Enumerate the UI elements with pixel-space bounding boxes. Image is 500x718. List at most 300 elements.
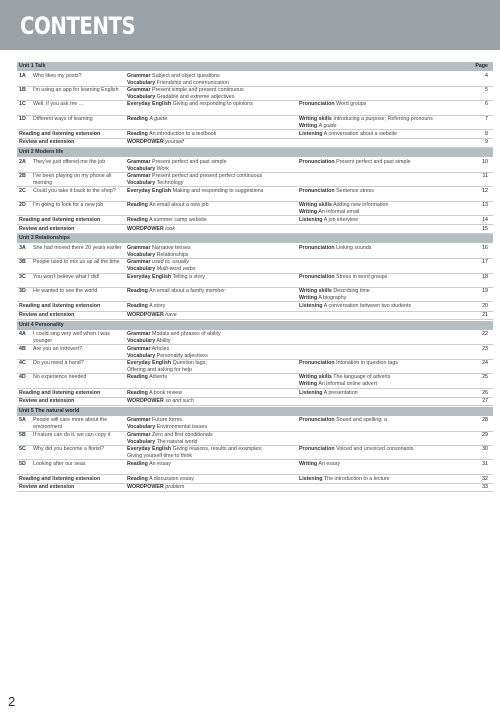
field-label: Vocabulary [127, 180, 156, 187]
extension-page: 15 [482, 225, 488, 232]
grammar-line [127, 202, 297, 209]
lesson-number: 4C [19, 360, 26, 366]
field-label: Grammar [127, 431, 151, 438]
field-label: Listening [299, 131, 323, 137]
lesson-number: 2A [19, 158, 26, 165]
lesson-page: 24 [482, 360, 488, 366]
extension-label: Reading and listening extension [19, 389, 101, 396]
lesson-page: 13 [482, 202, 488, 208]
extension-page: 32 [482, 475, 488, 482]
field-text: An informal online advert [318, 381, 377, 388]
skills-column [299, 188, 479, 195]
field-text: Articles [151, 345, 170, 352]
skills-line [299, 417, 479, 424]
field-text: Giving reasons, results and examples; [172, 446, 263, 453]
field-text: A book review [149, 389, 183, 396]
grammar-column [127, 288, 297, 295]
grammar-line [127, 188, 297, 195]
field-label: Reading [127, 475, 148, 482]
skills-line [299, 245, 479, 252]
field-label: Pronunciation [299, 158, 335, 165]
unit-header [17, 62, 493, 71]
field-text: Technology [156, 180, 184, 187]
extension-label: Review and extension [19, 225, 75, 232]
field-text: An email about a family member [149, 288, 226, 295]
field-text: Adding new information [333, 202, 389, 208]
lesson-number: 1D [19, 115, 26, 122]
field-label: Grammar [127, 259, 151, 266]
field-label: Everyday English [127, 187, 172, 194]
field-label: Writing [299, 381, 318, 388]
lesson-title: I've been playing on my phone all morning [33, 173, 112, 187]
grammar-line [127, 461, 297, 468]
extension-page: 33 [482, 484, 488, 491]
unit-title: Unit 1 Talk [19, 63, 46, 69]
field-text: A guide [318, 122, 337, 129]
field-label: Everyday English [127, 273, 172, 280]
extension-label: Review and extension [19, 139, 75, 146]
unit-title: Unit 5 The natural world [19, 407, 80, 414]
field-text: A conversation about a website [323, 131, 398, 137]
extension-listening-line [299, 390, 479, 397]
extension-page: 14 [482, 217, 488, 224]
field-text: The language of adverts [333, 374, 391, 381]
field-text: Linking sounds [336, 245, 372, 251]
extension-listening [299, 476, 479, 483]
lesson-number: 3B [19, 259, 26, 266]
extension-label: Reading and listening extension [19, 131, 101, 137]
grammar-line [127, 87, 297, 94]
field-text: so and such [165, 398, 194, 404]
skills-line [299, 461, 479, 468]
extension-page: 26 [482, 389, 488, 396]
lesson-title: Could you take it back to the shop? [33, 187, 116, 194]
lesson-page: 11 [482, 173, 488, 180]
extension-main-line [127, 139, 297, 146]
unit-header [17, 148, 493, 157]
lesson-page: 17 [482, 259, 488, 266]
field-text: look [165, 225, 175, 232]
field-text: Ability [156, 338, 171, 345]
lesson-number: 2D [19, 202, 26, 208]
grammar-column [127, 159, 297, 173]
grammar-column [127, 417, 297, 431]
grammar-line [127, 360, 297, 367]
skills-line [299, 159, 479, 166]
field-label: Everyday English [127, 360, 172, 366]
field-text: Intonation in question tags [336, 360, 398, 366]
field-text: An informal email [318, 209, 360, 215]
extension-main [127, 217, 297, 224]
grammar-line [127, 374, 297, 381]
contents-header [0, 0, 500, 50]
skills-column [299, 159, 479, 166]
extension-label: Reading and listening extension [19, 303, 101, 310]
grammar-line [127, 101, 297, 108]
extension-label: Reading and listening extension [19, 475, 101, 482]
grammar-line [127, 446, 297, 453]
field-label: Listening [299, 389, 323, 396]
field-label: Pronunciation [299, 417, 335, 424]
field-text: Adverts [149, 374, 168, 381]
skills-column [299, 360, 479, 367]
extension-main-line [127, 312, 297, 319]
field-label: Vocabulary [127, 266, 156, 273]
skills-column [299, 446, 479, 453]
lesson-page: 16 [482, 245, 488, 251]
field-text: A presentation [323, 389, 358, 396]
field-text: Relationships [156, 252, 189, 258]
field-text: Multi-word verbs [156, 266, 196, 273]
extension-listening [299, 131, 479, 138]
field-label: Pronunciation [299, 273, 335, 280]
grammar-column [127, 461, 297, 468]
field-label: Writing skills [299, 202, 332, 208]
lesson-page: 22 [482, 331, 488, 338]
grammar-column [127, 374, 297, 381]
field-text: An email about a new job [149, 202, 209, 208]
extension-main [127, 390, 297, 397]
field-label: Writing [299, 295, 318, 302]
lesson-number: 2B [19, 173, 26, 180]
row-divider [17, 215, 493, 216]
field-label: Pronunciation [299, 360, 335, 366]
field-label: WORDPOWER [127, 398, 164, 404]
field-label: Reading [127, 303, 148, 310]
extension-main [127, 131, 297, 138]
field-label: Vocabulary [127, 424, 156, 431]
skills-line [299, 202, 479, 209]
field-label: Pronunciation [299, 446, 335, 453]
field-label: Pronunciation [299, 101, 335, 108]
extension-main [127, 312, 297, 319]
field-text: A summer camp website [149, 217, 207, 224]
field-text: Present perfect and present perfect continuous [152, 173, 263, 180]
grammar-line [127, 288, 297, 295]
skills-line [299, 374, 479, 381]
lesson-page: 7 [485, 115, 488, 122]
field-text: Making and responding to suggestions [172, 187, 264, 194]
field-text: An essay [149, 460, 171, 467]
extension-main-line [127, 303, 297, 310]
field-text: An introduction to a textbook [149, 131, 217, 137]
grammar-line [127, 346, 297, 353]
field-text: Friendship and communication [156, 79, 229, 86]
grammar-line [127, 116, 297, 123]
field-label: Vocabulary [127, 352, 156, 359]
lesson-page: 18 [482, 273, 488, 280]
lesson-title: Looking after our seas [33, 460, 86, 467]
field-label: WORDPOWER [127, 139, 164, 146]
lesson-page: 25 [482, 374, 488, 381]
grammar-line [127, 73, 297, 80]
field-text: Narrative tenses [152, 245, 191, 251]
field-label: Grammar [127, 72, 151, 79]
skills-line [299, 101, 479, 108]
extension-label: Reading and listening extension [19, 217, 101, 224]
extension-main-line [127, 484, 297, 491]
grammar-column [127, 446, 297, 460]
page-title: CONTENTS [20, 12, 136, 40]
lesson-title: I could sing very well when I was younger [33, 331, 110, 345]
field-label: Grammar [127, 245, 151, 251]
field-label: Reading [127, 460, 148, 467]
lesson-title: People will care more about the environment [33, 417, 108, 431]
lesson-title: They've just offered me the job [33, 158, 106, 165]
extension-listening-line [299, 131, 479, 138]
grammar-column [127, 202, 297, 209]
skills-column [299, 202, 479, 216]
field-label: Listening [299, 475, 323, 482]
grammar-column [127, 346, 297, 360]
lesson-page: 19 [482, 288, 488, 295]
field-text: yourself [165, 139, 184, 146]
lesson-number: 4D [19, 374, 26, 381]
grammar-column [127, 116, 297, 123]
lesson-title: I'm using an app for learning English [33, 87, 119, 93]
extension-listening [299, 303, 479, 310]
table-of-contents [17, 62, 493, 676]
lesson-title: You won't believe what I did! [33, 273, 100, 280]
field-label: Writing skills [299, 374, 332, 381]
field-label: Writing skills [299, 115, 332, 122]
unit-header [17, 407, 493, 416]
field-text: A biography [318, 295, 347, 302]
lesson-title: I'm going to look for a new job [33, 202, 104, 208]
lesson-title: He wanted to see the world [33, 288, 98, 295]
field-label: Grammar [127, 417, 151, 424]
extension-listening-line [299, 303, 479, 310]
field-label: Everyday English [127, 446, 172, 453]
skills-line [299, 116, 479, 123]
field-text: Zero and first conditionals [152, 431, 213, 438]
grammar-column [127, 432, 297, 446]
extension-label: Review and extension [19, 484, 75, 491]
field-label: WORDPOWER [127, 484, 164, 491]
skills-column [299, 245, 479, 252]
row-divider [17, 129, 493, 130]
field-label: Grammar [127, 345, 151, 352]
skills-column [299, 417, 479, 424]
field-text: have [165, 311, 177, 318]
skills-column [299, 374, 479, 388]
skills-column [299, 116, 479, 130]
field-text: Telling a story [172, 273, 205, 280]
lesson-title: If nature can do it, we can copy it [33, 431, 111, 438]
field-label: WORDPOWER [127, 225, 164, 232]
field-label: Grammar [127, 173, 151, 180]
unit-title: Unit 4 Personality [19, 321, 64, 328]
lesson-page: 4 [485, 72, 488, 79]
field-text: Future forms [152, 417, 183, 424]
lesson-page: 31 [482, 460, 488, 467]
lesson-number: 1C [19, 101, 26, 108]
grammar-column [127, 87, 297, 101]
field-label: WORDPOWER [127, 311, 164, 318]
page-number: 2 [8, 694, 16, 709]
page-column-label: Page [475, 63, 488, 69]
grammar-line [127, 159, 297, 166]
field-label: Reading [127, 131, 148, 137]
extension-main [127, 398, 297, 405]
extension-listening-line [299, 217, 479, 224]
field-text: Present perfect and past simple [152, 158, 227, 165]
extension-label: Review and extension [19, 398, 75, 404]
field-label: Everyday English [127, 101, 172, 108]
grammar-line [127, 274, 297, 281]
grammar-column [127, 245, 297, 259]
extension-listening-line [299, 476, 479, 483]
lesson-number: 5D [19, 460, 26, 467]
field-label: Vocabulary [127, 252, 156, 258]
field-label: Writing [299, 122, 318, 129]
field-label: Reading [127, 389, 148, 396]
field-label: Reading [127, 288, 148, 295]
lesson-number: 4B [19, 345, 26, 352]
skills-column [299, 101, 479, 108]
field-text: used to, usually [152, 259, 189, 266]
field-label: Pronunciation [299, 245, 335, 251]
skills-line [299, 188, 479, 195]
field-text: Voiced and unvoiced consonants [336, 446, 414, 453]
field-text: A story [149, 303, 166, 310]
field-label: Vocabulary [127, 94, 156, 100]
extension-main [127, 476, 297, 483]
field-text: Present simple and present continuous [152, 87, 244, 93]
field-text: Work [156, 165, 169, 172]
lesson-title: No experience needed [33, 374, 87, 381]
lesson-number: 4A [19, 331, 26, 338]
field-label: Vocabulary [127, 79, 156, 86]
grammar-column [127, 73, 297, 87]
field-label: Writing [299, 460, 318, 467]
lesson-page: 28 [482, 417, 488, 424]
field-text: An essay [318, 460, 341, 467]
grammar-column [127, 188, 297, 195]
field-label: Writing skills [299, 288, 332, 295]
grammar-column [127, 259, 297, 273]
lesson-page: 12 [482, 187, 488, 194]
row-divider [17, 474, 493, 475]
field-label: Vocabulary [127, 338, 156, 345]
lesson-number: 3A [19, 245, 26, 251]
extension-page: 9 [485, 139, 488, 146]
lesson-title: Different ways of learning [33, 115, 93, 122]
field-label: Pronunciation [299, 187, 335, 194]
grammar-line [127, 245, 297, 252]
row-divider [17, 301, 493, 302]
grammar-line [127, 331, 297, 338]
field-text: Personality adjectives [156, 352, 208, 359]
lesson-title: She had moved there 20 years earlier [33, 245, 122, 251]
grammar-line [127, 432, 297, 439]
field-text: Environmental issues [156, 424, 207, 431]
extension-main-line [127, 217, 297, 224]
lesson-number: 5B [19, 431, 26, 438]
extension-listening [299, 390, 479, 397]
field-text: The introduction to a lecture [323, 475, 390, 482]
row-divider [17, 491, 493, 492]
field-text: Offering and asking for help [127, 367, 192, 373]
unit-title: Unit 2 Modern life [19, 149, 64, 156]
grammar-column [127, 101, 297, 108]
field-text: Modals and phrases of ability [152, 331, 221, 338]
field-label: Reading [127, 374, 148, 381]
lesson-page: 30 [482, 446, 488, 453]
skills-column [299, 274, 479, 281]
row-divider [17, 388, 493, 389]
grammar-column [127, 274, 297, 281]
field-label: Vocabulary [127, 165, 156, 172]
field-text: Giving yourself time to think [127, 453, 193, 460]
field-text: Sentence stress [336, 187, 375, 194]
field-text: A guide [149, 115, 168, 122]
skills-column [299, 288, 479, 302]
extension-label: Review and extension [19, 311, 75, 318]
field-label: Listening [299, 303, 323, 310]
field-label: Grammar [127, 331, 151, 338]
extension-listening [299, 217, 479, 224]
lesson-page: 6 [485, 101, 488, 108]
grammar-column [127, 360, 297, 374]
lesson-title: People used to mix us up all the time [33, 259, 120, 266]
extension-page: 21 [482, 311, 488, 318]
extension-main [127, 484, 297, 491]
lesson-title: Well, if you ask me ... [33, 101, 84, 108]
unit-header [17, 234, 493, 243]
lesson-title: Who likes my posts? [33, 72, 82, 79]
field-text: problem [165, 484, 185, 491]
field-text: Question tags; [172, 360, 207, 366]
extension-main-line [127, 131, 297, 138]
field-text: Word groups [336, 101, 367, 108]
field-text: A job interview [323, 217, 358, 224]
extension-main-line [127, 226, 297, 233]
lesson-number: 2C [19, 187, 26, 194]
field-label: Grammar [127, 158, 151, 165]
extension-main [127, 226, 297, 233]
field-text: A discussion essay [149, 475, 194, 482]
lesson-number: 5C [19, 446, 26, 453]
lesson-number: 3C [19, 273, 26, 280]
grammar-line [127, 417, 297, 424]
field-label: Vocabulary [127, 438, 156, 445]
field-text: Stress in word groups [336, 273, 388, 280]
skills-column [299, 461, 479, 468]
extension-main-line [127, 398, 297, 405]
field-label: Reading [127, 115, 148, 122]
unit-title: Unit 3 Relationships [19, 235, 70, 242]
grammar-column [127, 331, 297, 345]
lesson-title: Why did you become a florist? [33, 446, 104, 453]
grammar-column [127, 173, 297, 187]
field-text: Giving and responding to opinions [172, 101, 253, 108]
field-label: Reading [127, 217, 148, 224]
lesson-number: 5A [19, 417, 26, 424]
extension-main-line [127, 390, 297, 397]
extension-page: 8 [485, 131, 488, 137]
skills-line [299, 360, 479, 367]
grammar-line [127, 173, 297, 180]
field-text: Sound and spelling: a [336, 417, 388, 424]
field-label: Writing [299, 209, 318, 215]
extension-main [127, 303, 297, 310]
lesson-title: Are you an introvert? [33, 345, 83, 352]
grammar-line [127, 259, 297, 266]
lesson-page: 5 [485, 87, 488, 93]
skills-line [299, 446, 479, 453]
field-text: Describing time [333, 288, 370, 295]
